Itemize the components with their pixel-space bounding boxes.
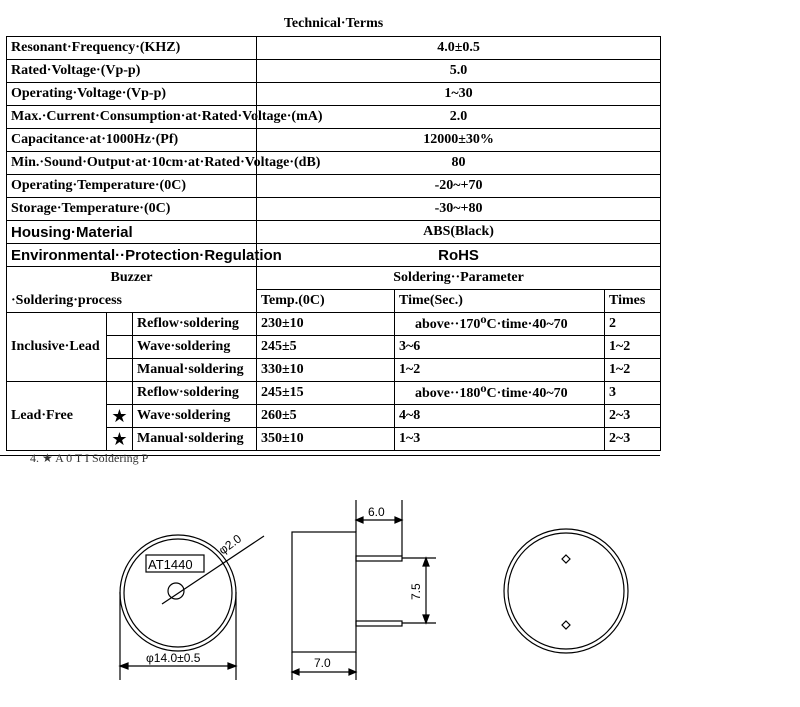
cropped-fragment: 4. ★ A 0 T I Soldering P <box>30 451 149 465</box>
times-cell: 2~3 <box>605 405 661 428</box>
process-header-1: Buzzer <box>7 267 257 290</box>
method-cell: Reflow·soldering <box>133 382 257 405</box>
mark-cell <box>107 382 133 405</box>
table-title: Technical·Terms <box>7 12 661 37</box>
spec-label: Min.·Sound·Output·at·10cm·at·Rated·Voltage·(dB) <box>7 152 257 175</box>
method-cell: Manual·soldering <box>133 359 257 382</box>
times-cell: 1~2 <box>605 359 661 382</box>
mark-cell <box>107 359 133 382</box>
table-row <box>7 313 661 336</box>
temp-cell: 330±10 <box>257 359 395 382</box>
spec-value: 2.0 <box>257 106 661 129</box>
star-icon: ★ <box>107 428 133 451</box>
spec-value: RoHS <box>257 244 661 267</box>
times-cell: 2~3 <box>605 428 661 451</box>
spec-label: Housing·Material <box>7 221 257 244</box>
mark-cell <box>107 313 133 336</box>
param-header: Soldering··Parameter <box>257 267 661 290</box>
method-cell: Reflow·soldering <box>133 313 257 336</box>
temp-cell: 260±5 <box>257 405 395 428</box>
times-cell: 1~2 <box>605 336 661 359</box>
spec-label: Operating·Temperature·(0C) <box>7 175 257 198</box>
spec-label: Capacitance·at·1000Hz·(Pf) <box>7 129 257 152</box>
time-cell: 1~2 <box>395 359 605 382</box>
col-time-header: Time(Sec.) <box>395 290 605 313</box>
temp-cell: 245±15 <box>257 382 395 405</box>
spec-value: -20~+70 <box>257 175 661 198</box>
time-cell: 1~3 <box>395 428 605 451</box>
times-cell: 2 <box>605 313 661 336</box>
spec-value: 5.0 <box>257 60 661 83</box>
spec-value: 4.0±0.5 <box>257 37 661 60</box>
body-height-label: 7.0 <box>314 656 331 670</box>
buzzer-dimension-drawing <box>0 480 800 707</box>
time-cell: above··180⁰C·time·40~70 <box>395 382 605 405</box>
method-cell: Wave·soldering <box>133 336 257 359</box>
group-inclusive-lead: Inclusive·Lead <box>7 313 107 382</box>
spec-label: Resonant·Frequency·(KHZ) <box>7 37 257 60</box>
method-cell: Wave·soldering <box>133 405 257 428</box>
cropped-text-strip <box>0 451 660 465</box>
spec-label: Storage·Temperature·(0C) <box>7 198 257 221</box>
mark-cell <box>107 336 133 359</box>
time-cell: 3~6 <box>395 336 605 359</box>
spec-label: Environmental··Protection·Regulation <box>7 244 257 267</box>
bottom-view <box>504 529 628 653</box>
spec-value: 1~30 <box>257 83 661 106</box>
temp-cell: 350±10 <box>257 428 395 451</box>
col-temp-header: Temp.(0C) <box>257 290 395 313</box>
spec-value: ABS(Black) <box>257 221 661 244</box>
time-cell: above··170⁰C·time·40~70 <box>395 313 605 336</box>
times-cell: 3 <box>605 382 661 405</box>
pin-length-label: 6.0 <box>368 505 385 519</box>
model-label: AT1440 <box>148 557 193 572</box>
group-lead-free: Lead·Free <box>7 382 107 451</box>
spec-label: Operating·Voltage·(Vp-p) <box>7 83 257 106</box>
spec-label: Rated·Voltage·(Vp-p) <box>7 60 257 83</box>
process-header-2: ·Soldering·process <box>7 290 257 313</box>
star-icon: ★ <box>107 405 133 428</box>
hole-dia-label: φ2.0 <box>216 531 245 558</box>
time-cell: 4~8 <box>395 405 605 428</box>
temp-cell: 245±5 <box>257 336 395 359</box>
spec-label: Max.·Current·Consumption·at·Rated·Voltage·(mA) <box>7 106 257 129</box>
spec-value: -30~+80 <box>257 198 661 221</box>
temp-cell: 230±10 <box>257 313 395 336</box>
outer-dia-label: φ14.0±0.5 <box>146 651 201 665</box>
spec-value: 80 <box>257 152 661 175</box>
spec-value: 12000±30% <box>257 129 661 152</box>
pin-pitch-label: 7.5 <box>409 583 423 600</box>
technical-terms-table <box>6 12 661 451</box>
method-cell: Manual·soldering <box>133 428 257 451</box>
col-times-header: Times <box>605 290 661 313</box>
table-row <box>7 382 661 405</box>
